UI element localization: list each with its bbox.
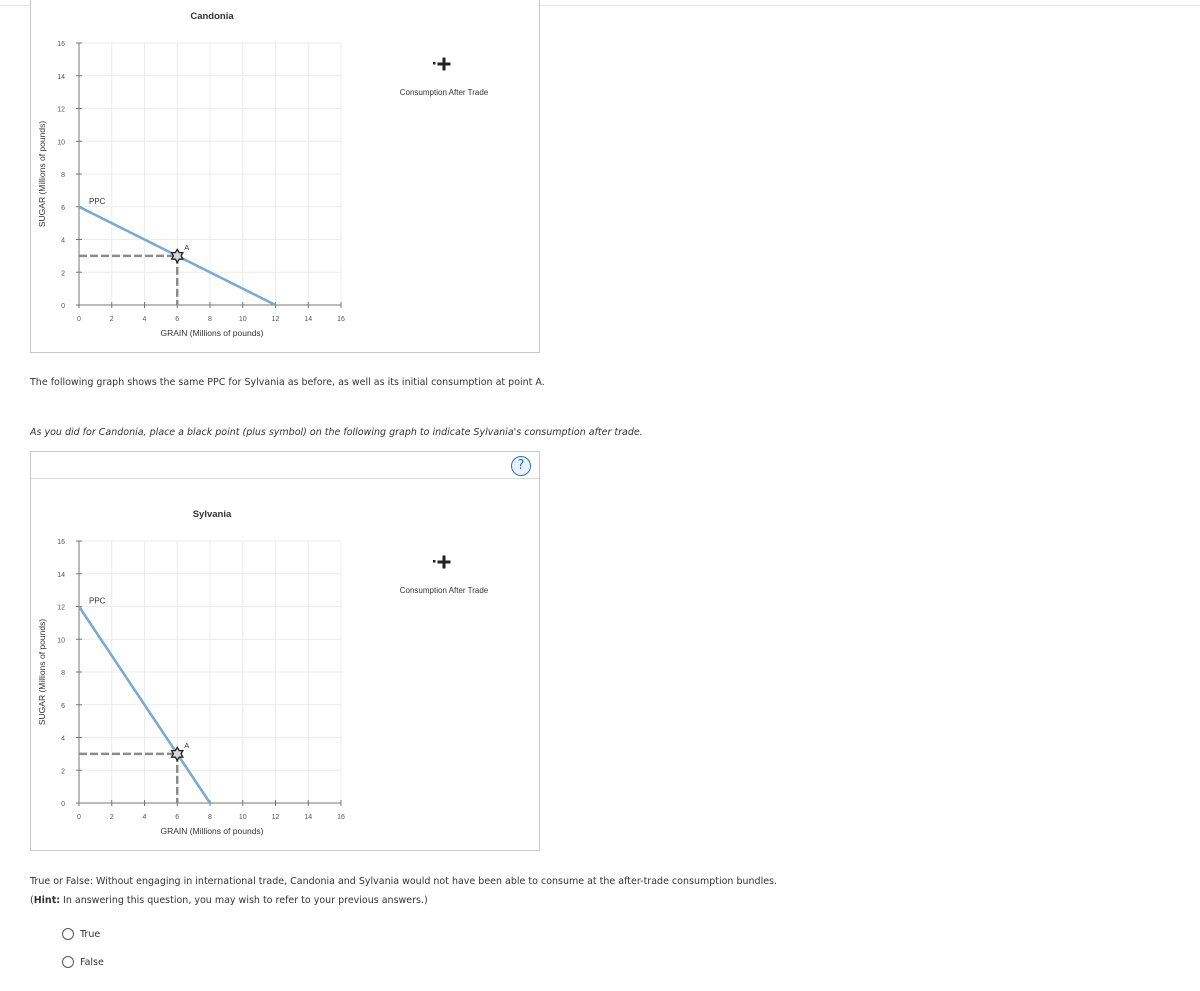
- y-tick-label: 8: [61, 670, 65, 677]
- x-tick-label: 6: [175, 316, 180, 323]
- x-tick-label: 4: [142, 316, 147, 323]
- x-tick-label: 6: [175, 814, 180, 821]
- y-tick-label: 16: [57, 41, 65, 48]
- x-tick-label: 16: [337, 814, 345, 821]
- point-a-label: A: [184, 740, 190, 750]
- y-axis-label: SUGAR (Millions of pounds): [37, 618, 47, 726]
- option-false[interactable]: [62, 956, 104, 968]
- x-tick-label: 16: [337, 316, 345, 323]
- point-a-label: A: [184, 242, 190, 252]
- ppc-label: PPC: [89, 596, 106, 606]
- option-true[interactable]: [62, 928, 100, 940]
- x-axis-label: GRAIN (Millions of pounds): [160, 826, 264, 836]
- x-tick-label: 14: [304, 316, 313, 323]
- sylvania-intro-text: The following graph shows the same PPC for Sylvania as before, as well as its initial consumption at point A.: [30, 377, 545, 388]
- y-tick-label: 6: [61, 702, 65, 710]
- y-tick-label: 0: [61, 303, 65, 310]
- y-tick-label: 12: [57, 106, 65, 114]
- y-tick-label: 10: [57, 637, 65, 645]
- y-axis-label: SUGAR (Millions of pounds): [37, 120, 47, 228]
- sylvania-instruction-text: As you did for Candonia, place a black point (plus symbol) on the following graph to indicate Sylvania's consumption after trade.: [30, 427, 643, 438]
- plus-point-icon: [433, 58, 451, 71]
- option-false-label: False: [80, 956, 104, 968]
- candonia-graph-panel: [30, 0, 540, 353]
- y-tick-label: 2: [61, 768, 65, 776]
- y-tick-label: 4: [61, 237, 65, 245]
- x-tick-label: 8: [208, 316, 212, 323]
- x-tick-label: 10: [238, 814, 247, 821]
- plus-dot: [433, 62, 436, 65]
- graph-title: Sylvania: [192, 509, 232, 520]
- help-icon[interactable]: ?: [511, 456, 531, 476]
- sylvania-graph-panel: [30, 451, 540, 851]
- legend-label: Consumption After Trade: [399, 88, 489, 97]
- candonia-graph[interactable]: [31, 0, 539, 352]
- point-a-marker: [172, 249, 183, 262]
- plus-point-icon: [433, 556, 451, 569]
- ppc-label: PPC: [89, 196, 106, 206]
- y-tick-label: 0: [61, 801, 65, 808]
- plus-horizontal-bar: [438, 63, 451, 66]
- y-tick-label: 2: [61, 270, 65, 278]
- x-tick-label: 4: [142, 814, 147, 821]
- y-tick-label: 8: [61, 172, 65, 179]
- x-tick-label: 10: [238, 316, 247, 323]
- question-text-prefix: True or False: Without engaging in international trade, Candonia and Sylvania would not have been able to consume at the after-trade consumption bundles. (: [30, 876, 778, 906]
- x-tick-label: 12: [271, 814, 280, 821]
- option-true-label: True: [80, 928, 101, 940]
- question-text-suffix: In answering this question, you may wish to refer to your previous answers.): [60, 895, 428, 906]
- y-tick-label: 14: [57, 73, 65, 81]
- radio-false[interactable]: [62, 956, 74, 968]
- x-tick-label: 2: [109, 316, 114, 323]
- x-tick-label: 2: [109, 814, 114, 821]
- x-tick-label: 0: [77, 316, 81, 323]
- sylvania-graph[interactable]: [31, 452, 539, 850]
- y-tick-label: 12: [57, 604, 65, 612]
- x-tick-label: 0: [77, 814, 81, 821]
- hint-label: Hint:: [33, 895, 61, 906]
- plus-dot: [433, 560, 436, 563]
- plus-horizontal-bar: [438, 561, 451, 564]
- x-tick-label: 8: [208, 814, 212, 821]
- y-tick-label: 6: [61, 204, 65, 212]
- true-false-question: [30, 872, 790, 910]
- legend-label: Consumption After Trade: [399, 586, 489, 595]
- y-tick-label: 14: [57, 571, 65, 579]
- y-tick-label: 4: [61, 735, 65, 743]
- y-tick-label: 16: [57, 539, 65, 546]
- y-tick-label: 10: [57, 139, 65, 147]
- x-tick-label: 12: [271, 316, 280, 323]
- x-tick-label: 14: [304, 814, 313, 821]
- radio-true[interactable]: [62, 928, 74, 940]
- graph-title: Candonia: [190, 11, 234, 22]
- x-axis-label: GRAIN (Millions of pounds): [160, 328, 264, 338]
